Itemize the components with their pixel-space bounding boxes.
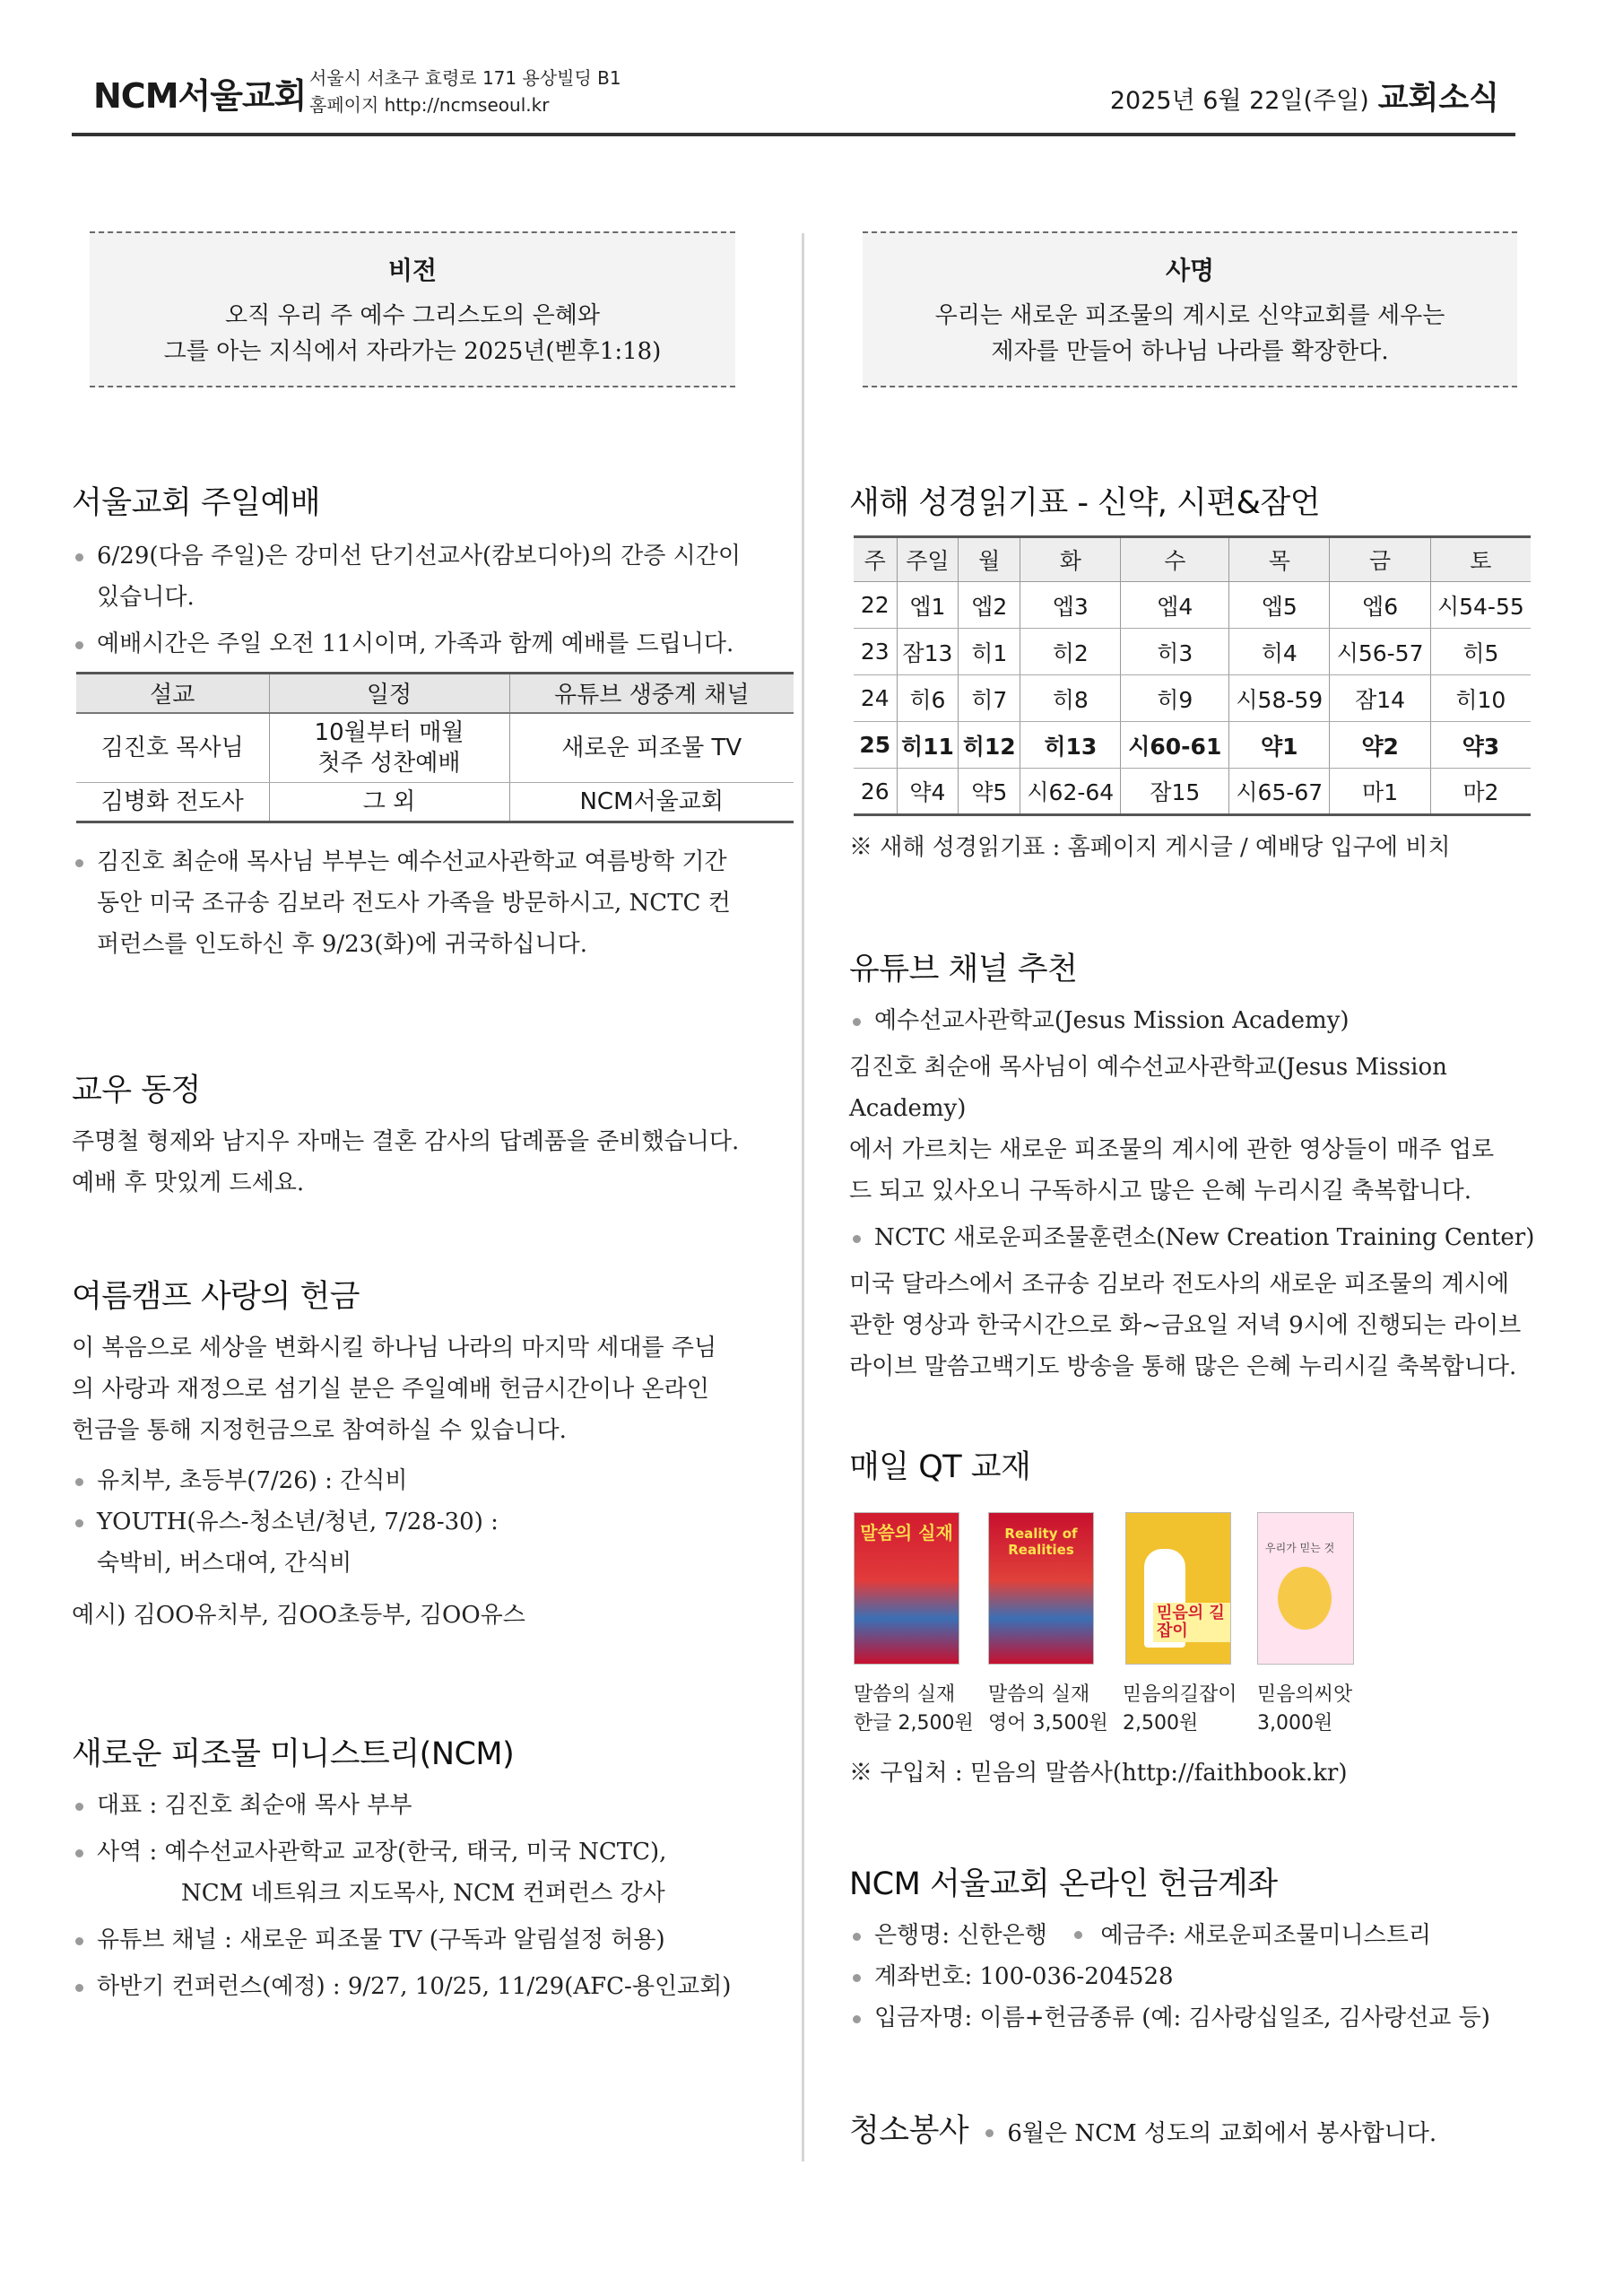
table-cell: 마1: [1330, 769, 1430, 815]
list-item: [72, 1831, 758, 1914]
table-cell: 약1: [1229, 722, 1330, 769]
qt-book-cover: [1125, 1512, 1231, 1665]
church-address: 서울시 서초구 효령로 171 용상빌딩 B1: [309, 67, 621, 89]
paragraph-line: 의 사랑과 재정으로 섬기실 분은 주일예배 헌금시간이나 온라인: [72, 1376, 709, 1403]
cleaning-text-value: 6월은 NCM 성도의 교회에서 봉사합니다.: [1007, 2120, 1437, 2147]
table-cell: 히3: [1121, 629, 1229, 675]
caption-line: 말씀의 실재: [988, 1683, 1090, 1706]
table-header: 설교: [76, 674, 269, 713]
paragraph-line: 이 복음으로 세상을 변화시킬 하나님 나라의 마지막 세대를 주님: [72, 1335, 717, 1361]
table-row: [854, 582, 1531, 629]
table-cell: 시58-59: [1229, 675, 1330, 722]
list-item: [72, 1501, 758, 1584]
mission-line: 우리는 새로운 피조물의 계시로 신약교회를 세우는: [934, 302, 1445, 329]
table-header: 토: [1430, 537, 1531, 582]
caption-line: 3,000원: [1257, 1712, 1333, 1735]
cleaning-text: [982, 2120, 1436, 2147]
paragraph-line: 미국 달라스에서 조규송 김보라 전도사의 새로운 피조물의 계시에: [849, 1271, 1509, 1298]
list-item-line: 퍼런스를 인도하신 후 9/23(화)에 귀국하십니다.: [97, 930, 587, 958]
qt-caption: [1123, 1681, 1257, 1738]
mission-title: 사명: [1165, 256, 1215, 285]
qt-book-cover: [988, 1512, 1094, 1665]
list-item-line: 있습니다.: [97, 584, 195, 611]
table-cell: 엡3: [1020, 582, 1121, 629]
table-cell: [269, 713, 509, 783]
list-item: [72, 841, 758, 965]
bulletin-date: [1110, 74, 1499, 118]
table-cell: 김병화 전도사: [76, 782, 269, 822]
vision-line: 그를 아는 지식에서 자라가는 2025년(벧후1:18): [163, 338, 662, 365]
sunday-worship-section: [72, 478, 758, 965]
table-cell: 시54-55: [1430, 582, 1531, 629]
table-cell: 엡1: [897, 582, 959, 629]
table-cell: 히11: [897, 722, 959, 769]
list-item-line: 사역 : 예수선교사관학교 교장(한국, 태국, 미국 NCTC),: [97, 1839, 667, 1866]
table-cell: 히13: [1020, 722, 1121, 769]
table-cell: 시62-64: [1020, 769, 1121, 815]
table-row: [854, 629, 1531, 675]
example-line: 예시) 김OO유치부, 김OO초등부, 김OO유스: [72, 1602, 525, 1629]
bank-name: 은행명: 신한은행: [874, 1922, 1047, 1949]
account-number: 계좌번호: 100-036-204528: [849, 1956, 1535, 1997]
date-text: 2025년 6월 22일(주일): [1109, 87, 1369, 115]
depositor-name-rule: 입금자명: 이름+헌금종류 (예: 김사랑십일조, 김사랑선교 등): [849, 1997, 1535, 2039]
column-divider: [802, 233, 804, 2161]
table-cell: 24: [854, 675, 897, 722]
mission-line: 제자를 만들어 하나님 나라를 확장한다.: [991, 338, 1389, 365]
paragraph-line: 주명철 형제와 남지우 자매는 결혼 감사의 답례품을 준비했습니다.: [72, 1128, 740, 1155]
table-cell: 잠15: [1121, 769, 1229, 815]
table-header: 화: [1020, 537, 1121, 582]
cell-line: 첫주 성찬예배: [317, 749, 461, 777]
qt-caption: [988, 1681, 1123, 1738]
table-row: [76, 713, 794, 783]
section-title: NCM 서울교회 온라인 헌금계좌: [849, 1866, 1278, 1902]
table-cell: 엡2: [959, 582, 1020, 629]
section-title: 유튜브 채널 추천: [849, 952, 1078, 987]
section-title: 새해 성경읽기표 - 신약, 시편&잠언: [849, 485, 1321, 521]
table-cell: 히7: [959, 675, 1020, 722]
youtube-section: [849, 944, 1535, 1387]
list-item-line: 대표 : 김진호 최순애 목사 부부: [97, 1792, 412, 1819]
qt-caption: [854, 1681, 988, 1738]
table-header: 주: [854, 537, 897, 582]
table-header: 목: [1229, 537, 1330, 582]
reading-plan-table: [854, 535, 1531, 816]
table-cell: 26: [854, 769, 897, 815]
table-cell: 새로운 피조물 TV: [509, 713, 794, 783]
paragraph-line: 에서 가르치는 새로운 피조물의 계시에 관한 영상들이 매주 업로: [849, 1136, 1495, 1163]
offering-section: [849, 1859, 1535, 2039]
summer-camp-section: [72, 1272, 758, 1636]
table-cell: 엡4: [1121, 582, 1229, 629]
table-row-current-week: [854, 722, 1531, 769]
cover-title: 우리가 믿는 것: [1265, 1542, 1335, 1554]
section-title: 청소봉사: [849, 2113, 969, 2149]
table-header: 월: [959, 537, 1020, 582]
section-title: 매일 QT 교재: [849, 1449, 1031, 1485]
vision-box: [72, 231, 758, 387]
table-header: 일정: [269, 674, 509, 713]
table-cell: 김진호 목사님: [76, 713, 269, 783]
table-row: [854, 675, 1531, 722]
table-cell: 히9: [1121, 675, 1229, 722]
section-title: 교우 동정: [72, 1073, 201, 1109]
list-item-line: 김진호 최순애 목사님 부부는 예수선교사관학교 여름방학 기간: [97, 848, 727, 875]
cover-title: 말씀의 실재: [860, 1522, 953, 1544]
vision-line: 오직 우리 주 예수 그리스도의 은혜와: [224, 302, 601, 329]
table-cell: 히5: [1430, 629, 1531, 675]
list-item-line: 유튜브 채널 : 새로운 피조물 TV (구독과 알림설정 허용): [97, 1926, 665, 1953]
section-title: 새로운 피조물 미니스트리(NCM): [72, 1736, 515, 1772]
caption-line: 2,500원: [1123, 1712, 1199, 1735]
table-cell: NCM서울교회: [509, 782, 794, 822]
qt-caption: [1257, 1681, 1392, 1738]
table-header: 주일: [897, 537, 959, 582]
table-cell: 약4: [897, 769, 959, 815]
section-title: 서울교회 주일예배: [72, 485, 321, 521]
table-cell: 약5: [959, 769, 1020, 815]
list-item-line: 예배시간은 주일 오전 11시이며, 가족과 함께 예배를 드립니다.: [97, 631, 734, 657]
list-item: [72, 1919, 758, 1961]
qt-book-cover: [1257, 1512, 1354, 1665]
table-row: [76, 782, 794, 822]
table-cell: 히2: [1020, 629, 1121, 675]
table-cell: 시56-57: [1330, 629, 1430, 675]
qt-purchase-note: ※ 구입처 : 믿음의 말씀사(http://faithbook.kr): [849, 1760, 1348, 1787]
table-cell: 그 외: [269, 782, 509, 822]
channel-name: NCTC 새로운피조물훈련소(New Creation Training Center): [849, 1217, 1535, 1258]
reading-plan-section: [849, 478, 1535, 868]
table-cell: 엡6: [1330, 582, 1430, 629]
list-item: [72, 1966, 758, 2007]
paragraph-line: 김진호 최순애 목사님이 예수선교사관학교(Jesus Mission Academy): [849, 1054, 1447, 1122]
caption-line: 말씀의 실재: [854, 1683, 956, 1706]
reading-note: ※ 새해 성경읽기표 : 홈페이지 게시글 / 예배당 입구에 비치: [849, 834, 1451, 861]
bank-info: [849, 1915, 1535, 1956]
table-cell: 히8: [1020, 675, 1121, 722]
paragraph-line: 헌금을 통해 지정헌금으로 참여하실 수 있습니다.: [72, 1417, 567, 1444]
table-cell: 엡5: [1229, 582, 1330, 629]
list-item-line: 6/29(다음 주일)은 강미선 단기선교사(캄보디아)의 간증 시간이: [97, 543, 741, 570]
list-item-line: 하반기 컨퍼런스(예정) : 9/27, 10/25, 11/29(AFC-용인교회): [97, 1973, 732, 2000]
caption-line: 믿음의씨앗: [1257, 1683, 1353, 1706]
page-header: [72, 63, 1515, 136]
list-item: [72, 1785, 758, 1826]
table-cell: 25: [854, 722, 897, 769]
section-title: 여름캠프 사랑의 헌금: [72, 1279, 360, 1315]
qt-book-cover: [854, 1512, 959, 1665]
table-cell: 히4: [1229, 629, 1330, 675]
bulletin-title: 교회소식: [1377, 81, 1499, 117]
table-cell: 약3: [1430, 722, 1531, 769]
worship-table: [76, 672, 794, 823]
church-homepage[interactable]: 홈페이지 http://ncmseoul.kr: [309, 94, 550, 116]
cell-line: 10월부터 매월: [314, 718, 464, 746]
caption-line: 한글 2,500원: [854, 1712, 974, 1735]
table-cell: 잠13: [897, 629, 959, 675]
list-item-line: YOUTH(유스-청소년/청년, 7/28-30) :: [97, 1509, 499, 1535]
list-item-line: 숙박비, 버스대여, 간식비: [97, 1550, 352, 1577]
table-header: 유튜브 생중계 채널: [509, 674, 794, 713]
table-cell: 잠14: [1330, 675, 1430, 722]
qt-book-list: [849, 1512, 1535, 1745]
account-holder: 예금주: 새로운피조물미니스트리: [1100, 1922, 1432, 1949]
list-item-line: NCM 네트워크 지도목사, NCM 컨퍼런스 강사: [181, 1880, 665, 1907]
church-name: NCM서울교회: [93, 76, 307, 116]
table-cell: 시65-67: [1229, 769, 1330, 815]
list-item: [72, 1460, 758, 1501]
paragraph-line: 관한 영상과 한국시간으로 화~금요일 저녁 9시에 진행되는 라이브: [849, 1312, 1522, 1339]
ncm-section: [72, 1729, 758, 2007]
table-row: [854, 769, 1531, 815]
table-cell: 히1: [959, 629, 1020, 675]
table-cell: 히10: [1430, 675, 1531, 722]
table-cell: 히6: [897, 675, 959, 722]
cover-title: Reality of Realities: [1004, 1526, 1078, 1558]
table-cell: 22: [854, 582, 897, 629]
channel-name: 예수선교사관학교(Jesus Mission Academy): [849, 1000, 1535, 1041]
list-item-line: 동안 미국 조규송 김보라 전도사 가족을 방문하시고, NCTC 컨: [97, 889, 731, 917]
caption-line: 영어 3,500원: [988, 1712, 1108, 1735]
table-header: 수: [1121, 537, 1229, 582]
table-cell: 히12: [959, 722, 1020, 769]
list-item-line: 유치부, 초등부(7/26) : 간식비: [97, 1467, 408, 1494]
cover-title: 믿음의 길잡이: [1153, 1603, 1230, 1642]
paragraph-line: 라이브 말씀고백기도 방송을 통해 많은 은혜 누리시길 축복합니다.: [849, 1353, 1517, 1380]
table-header: 금: [1330, 537, 1430, 582]
caption-line: 믿음의길잡이: [1123, 1683, 1237, 1706]
list-item: [72, 623, 758, 665]
table-cell: 약2: [1330, 722, 1430, 769]
qt-section: [849, 1442, 1535, 1794]
table-cell: 마2: [1430, 769, 1531, 815]
table-cell: 23: [854, 629, 897, 675]
paragraph-line: 예배 후 맛있게 드세요.: [72, 1170, 305, 1196]
vision-title: 비전: [387, 256, 438, 285]
member-news-section: [72, 1065, 758, 1204]
mission-box: [849, 231, 1535, 387]
paragraph-line: 드 되고 있사오니 구독하시고 많은 은혜 누리시길 축복합니다.: [849, 1178, 1472, 1205]
church-address-block: [309, 65, 621, 118]
table-cell: 시60-61: [1121, 722, 1229, 769]
cleaning-section: [849, 2106, 1535, 2151]
list-item: [72, 535, 758, 618]
